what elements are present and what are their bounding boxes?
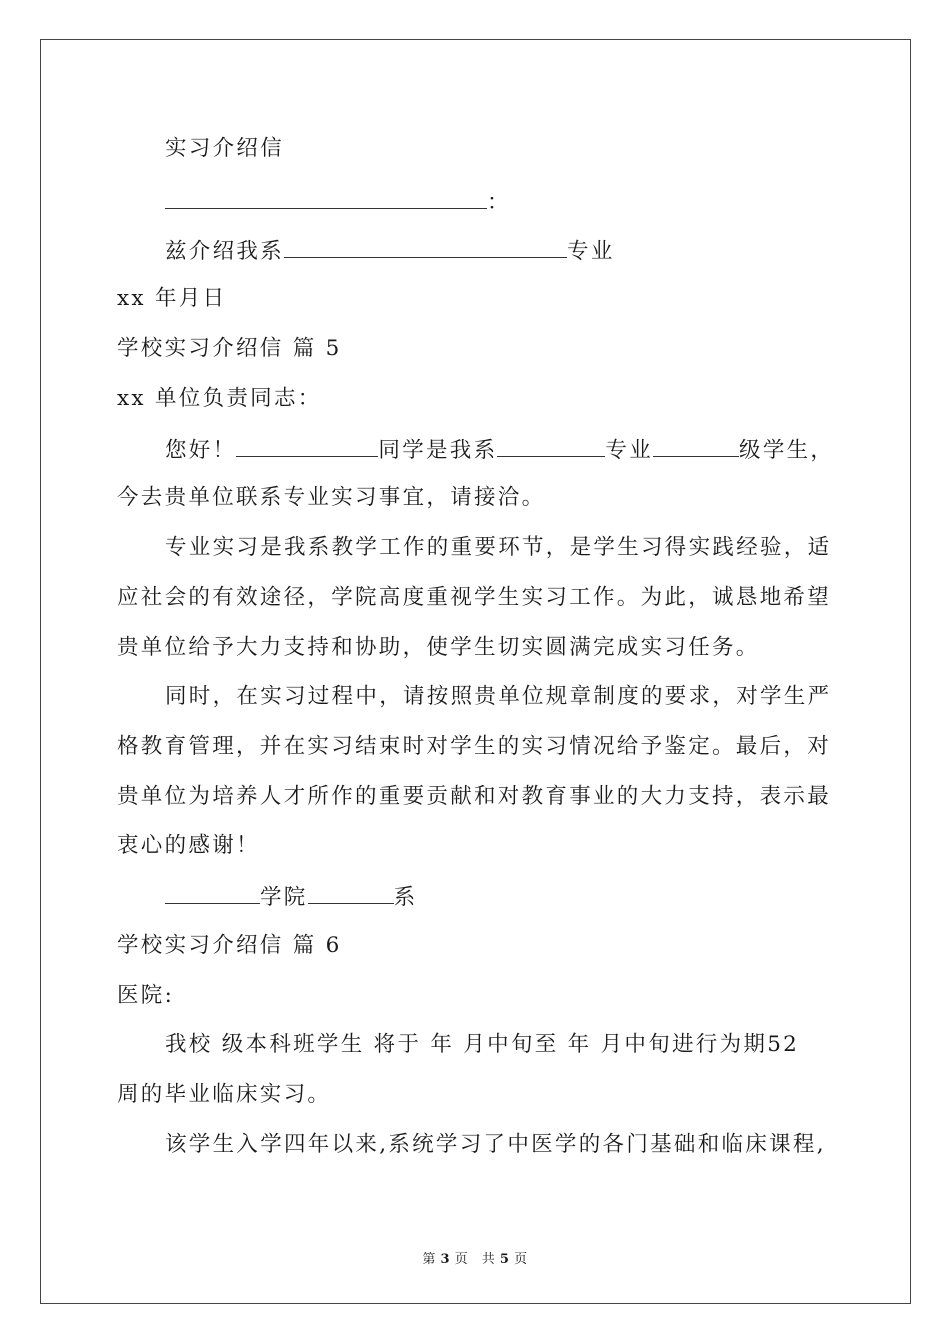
page-footer: 第 3 页 共 5 页	[422, 1252, 528, 1267]
student-blank	[236, 434, 378, 457]
name-blank	[284, 235, 567, 258]
letter-title: 实习介绍信	[165, 136, 285, 161]
greeting-line: 您好！ 同学是我系 专业 级学生，	[165, 434, 834, 466]
current-page-number: 3	[440, 1252, 451, 1267]
paragraph-line: 同时，在实习过程中，请按照贵单位规章制度的要求，对学生严	[165, 684, 832, 709]
section-heading-5: 学校实习介绍信 篇 5	[117, 336, 342, 361]
hospital-salutation: 医院:	[117, 983, 175, 1008]
date-line: xx 年月日	[117, 286, 227, 311]
signature-line: 学院 系	[165, 881, 417, 913]
recipient-line: ：	[165, 186, 511, 218]
department-blank	[308, 881, 394, 904]
major-blank	[497, 434, 605, 457]
paragraph-line: 衷心的感谢！	[117, 833, 260, 858]
paragraph-line: 周的毕业临床实习。	[117, 1082, 332, 1107]
paragraph-line: 专业实习是我系教学工作的重要环节，是学生习得实践经验，适	[165, 535, 832, 560]
grade-blank	[653, 434, 739, 457]
salutation: xx 单位负责同志：	[117, 386, 322, 411]
recipient-blank	[165, 186, 487, 209]
section-heading-6: 学校实习介绍信 篇 6	[117, 933, 342, 958]
college-blank	[165, 881, 260, 904]
intro-line: 兹介绍我系 专业	[165, 235, 615, 267]
paragraph-line: 该学生入学四年以来,系统学习了中医学的各门基础和临床课程,	[165, 1132, 826, 1157]
total-pages-number: 5	[499, 1252, 510, 1267]
paragraph-line: 格教育管理，并在实习结束时对学生的实习情况给予鉴定。最后，对	[117, 734, 832, 759]
paragraph-line: 贵单位为培养人才所作的重要贡献和对教育事业的大力支持，表示最	[117, 784, 832, 809]
page-border	[40, 39, 911, 1304]
paragraph-line: 我校 级本科班学生 将于 年 月中旬至 年 月中旬进行为期52	[165, 1032, 800, 1057]
paragraph-line: 贵单位给予大力支持和协助，使学生切实圆满完成实习任务。	[117, 635, 760, 660]
paragraph-line: 应社会的有效途径，学院高度重视学生实习工作。为此，诚恳地希望	[117, 585, 832, 610]
paragraph-line: 今去贵单位联系专业实习事宜，请接洽。	[117, 485, 546, 510]
